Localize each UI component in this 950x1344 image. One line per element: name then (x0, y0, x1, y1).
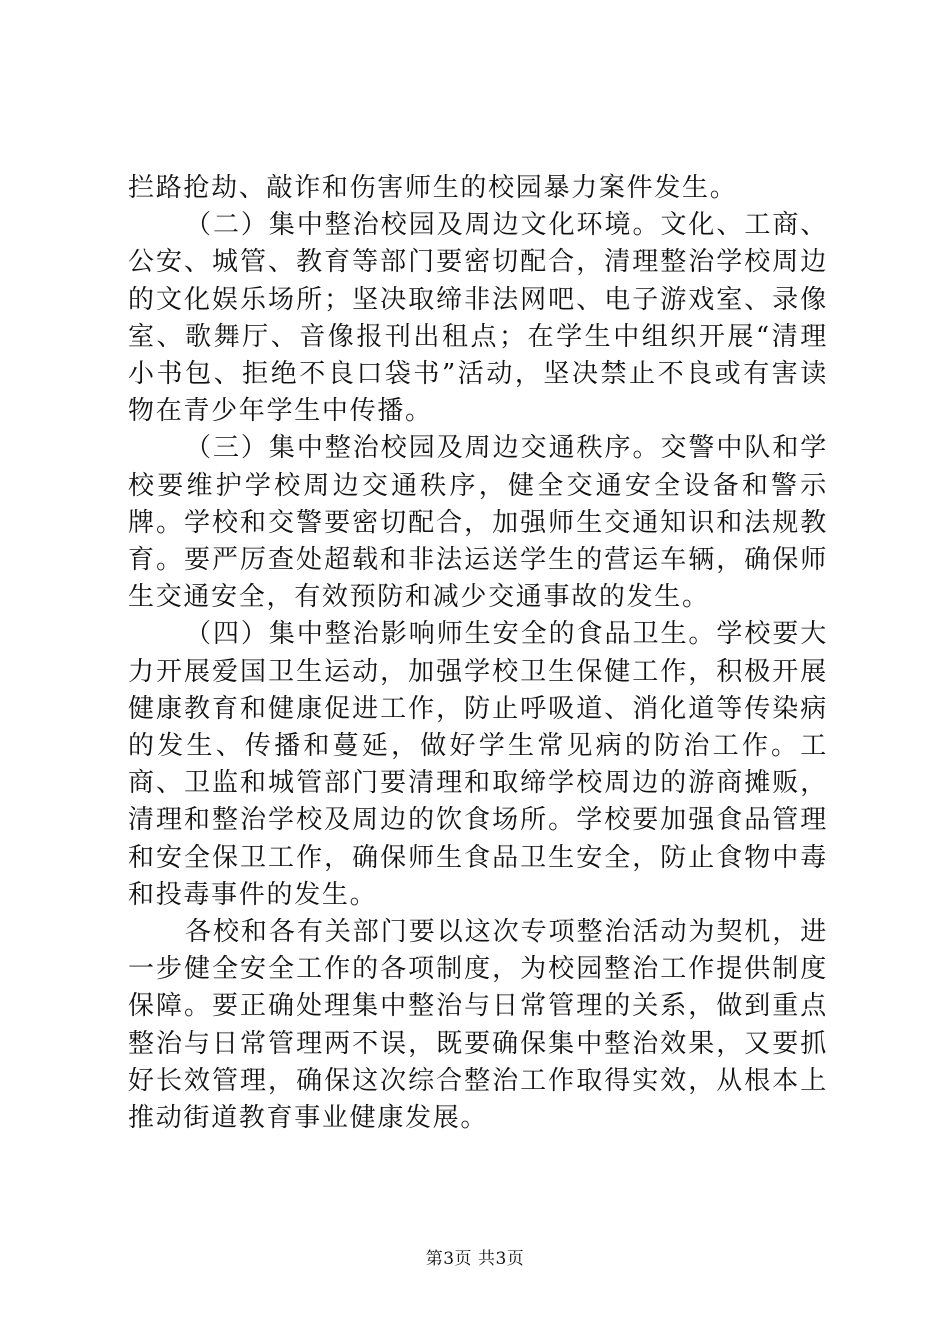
paragraph-culture-environment: （二）集中整治校园及周边文化环境。文化、工商、公安、城管、教育等部门要密切配合，清理整治学校周边的文化娱乐场所；坚决取缔非法网吧、电子游戏室、录像室、歌舞厅、音像报刊出租点；在学生中组织开展“清理小书包、拒绝不良口袋书”活动，坚决禁止不良或有害读物在青少年学生中传播。 (128, 210, 828, 427)
paragraph-continuation: 拦路抢劫、敲诈和伤害师生的校园暴力案件发生。 (128, 173, 738, 203)
page-number-footer: 第3页 共3页 (425, 1249, 525, 1269)
paragraph-conclusion: 各校和各有关部门要以这次专项整治活动为契机，进一步健全安全工作的各项制度，为校园整治工作提供制度保障。要正确处理集中整治与日常管理的关系，做到重点整治与日常管理两不误，既要确保集中整治效果，又要抓好长效管理，确保这次综合整治工作取得实效，从根本上推动街道教育事业健康发展。 (128, 917, 828, 1134)
paragraph-traffic-order: （三）集中整治校园及周边交通秩序。交警中队和学校要维护学校周边交通秩序，健全交通安全设备和警示牌。学校和交警要密切配合，加强师生交通知识和法规教育。要严厉查处超载和非法运送学生的营运车辆，确保师生交通安全，有效预防和减少交通事故的发生。 (128, 433, 828, 613)
paragraph-food-hygiene: （四）集中整治影响师生安全的食品卫生。学校要大力开展爱国卫生运动，加强学校卫生保健工作，积极开展健康教育和健康促进工作，防止呼吸道、消化道等传染病的发生、传播和蔓延，做好学生常见病的防治工作。工商、卫监和城管部门要清理和取缔学校周边的游商摊贩，清理和整治学校及周边的饮食场所。学校要加强食品管理和安全保卫工作，确保师生食品卫生安全，防止食物中毒和投毒事件的发生。 (128, 619, 828, 910)
document-body (128, 170, 828, 1137)
